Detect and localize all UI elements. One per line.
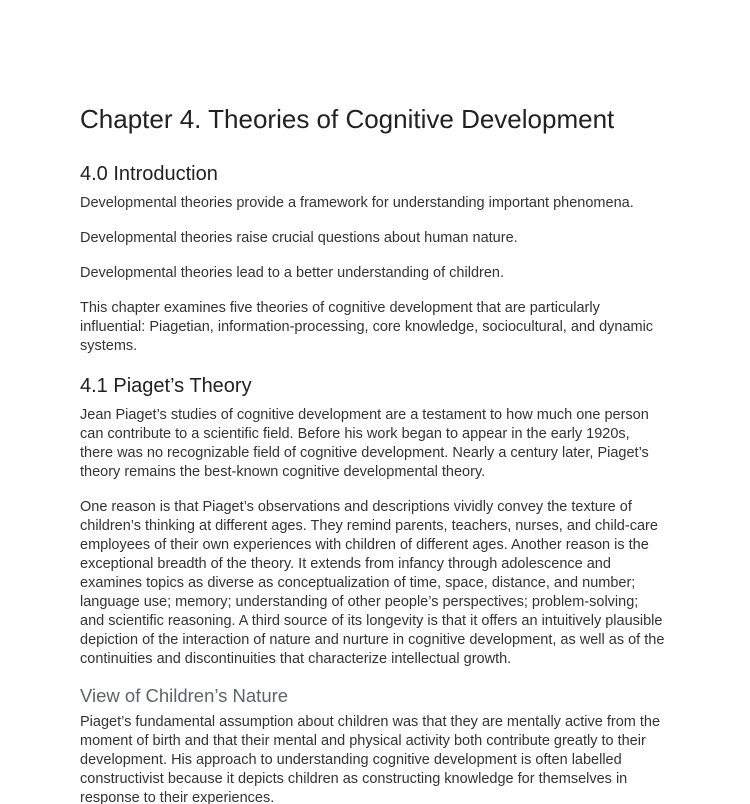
paragraph: Developmental theories raise crucial questions about human nature.: [80, 230, 518, 246]
paragraph: This chapter examines five theories of cognitive development that are particularly influential: Piagetian, information-processing, core knowledge, sociocultural, and dynamic systems.: [80, 300, 654, 354]
paragraph: One reason is that Piaget’s observations and descriptions vividly convey the texture of children’s thinking at different ages. They remind parents, teachers, nurses, and child-care employees of their own experiences with children of different ages. Another reason is the exceptional breadth of the theory. It extends from infancy through adolescence and examines topics as diverse as conceptualization of time, space, distance, and number; language use; memory; understanding of other people’s perspectives; problem-solving; and scientific reasoning. A third source of its longevity is that it offers an intuitively plausible depiction of the interaction of nature and nurture in cognitive development, as well as of the continuities and discontinuities that characterize intellectual growth.: [80, 499, 665, 667]
paragraph: Developmental theories provide a framework for understanding important phenomena.: [80, 195, 634, 211]
paragraph: Jean Piaget’s studies of cognitive development are a testament to how much one person can contribute to a scientific field. Before his work began to appear in the early 1920s, there was no recognizable field of cognitive development. Nearly a century later, Piaget’s theory remains the best-known cognitive developmental theory.: [80, 407, 649, 480]
paragraph: Developmental theories lead to a better understanding of children.: [80, 265, 504, 281]
chapter-title: Chapter 4. Theories of Cognitive Development: [80, 104, 615, 134]
subsection-heading-view-of-childrens-nature: View of Children’s Nature: [80, 685, 289, 706]
section-heading-4-0-introduction: 4.0 Introduction: [80, 163, 218, 185]
section-heading-4-1-piagets-theory: 4.1 Piaget’s Theory: [80, 375, 252, 397]
paragraph: Piaget’s fundamental assumption about children was that they are mentally active from the moment of birth and that their mental and physical activity both contribute greatly to their development. His approach to understanding cognitive development is often labelled constructivist because it depicts children as constructing knowledge for themselves in response to their experiences.: [80, 714, 661, 804]
